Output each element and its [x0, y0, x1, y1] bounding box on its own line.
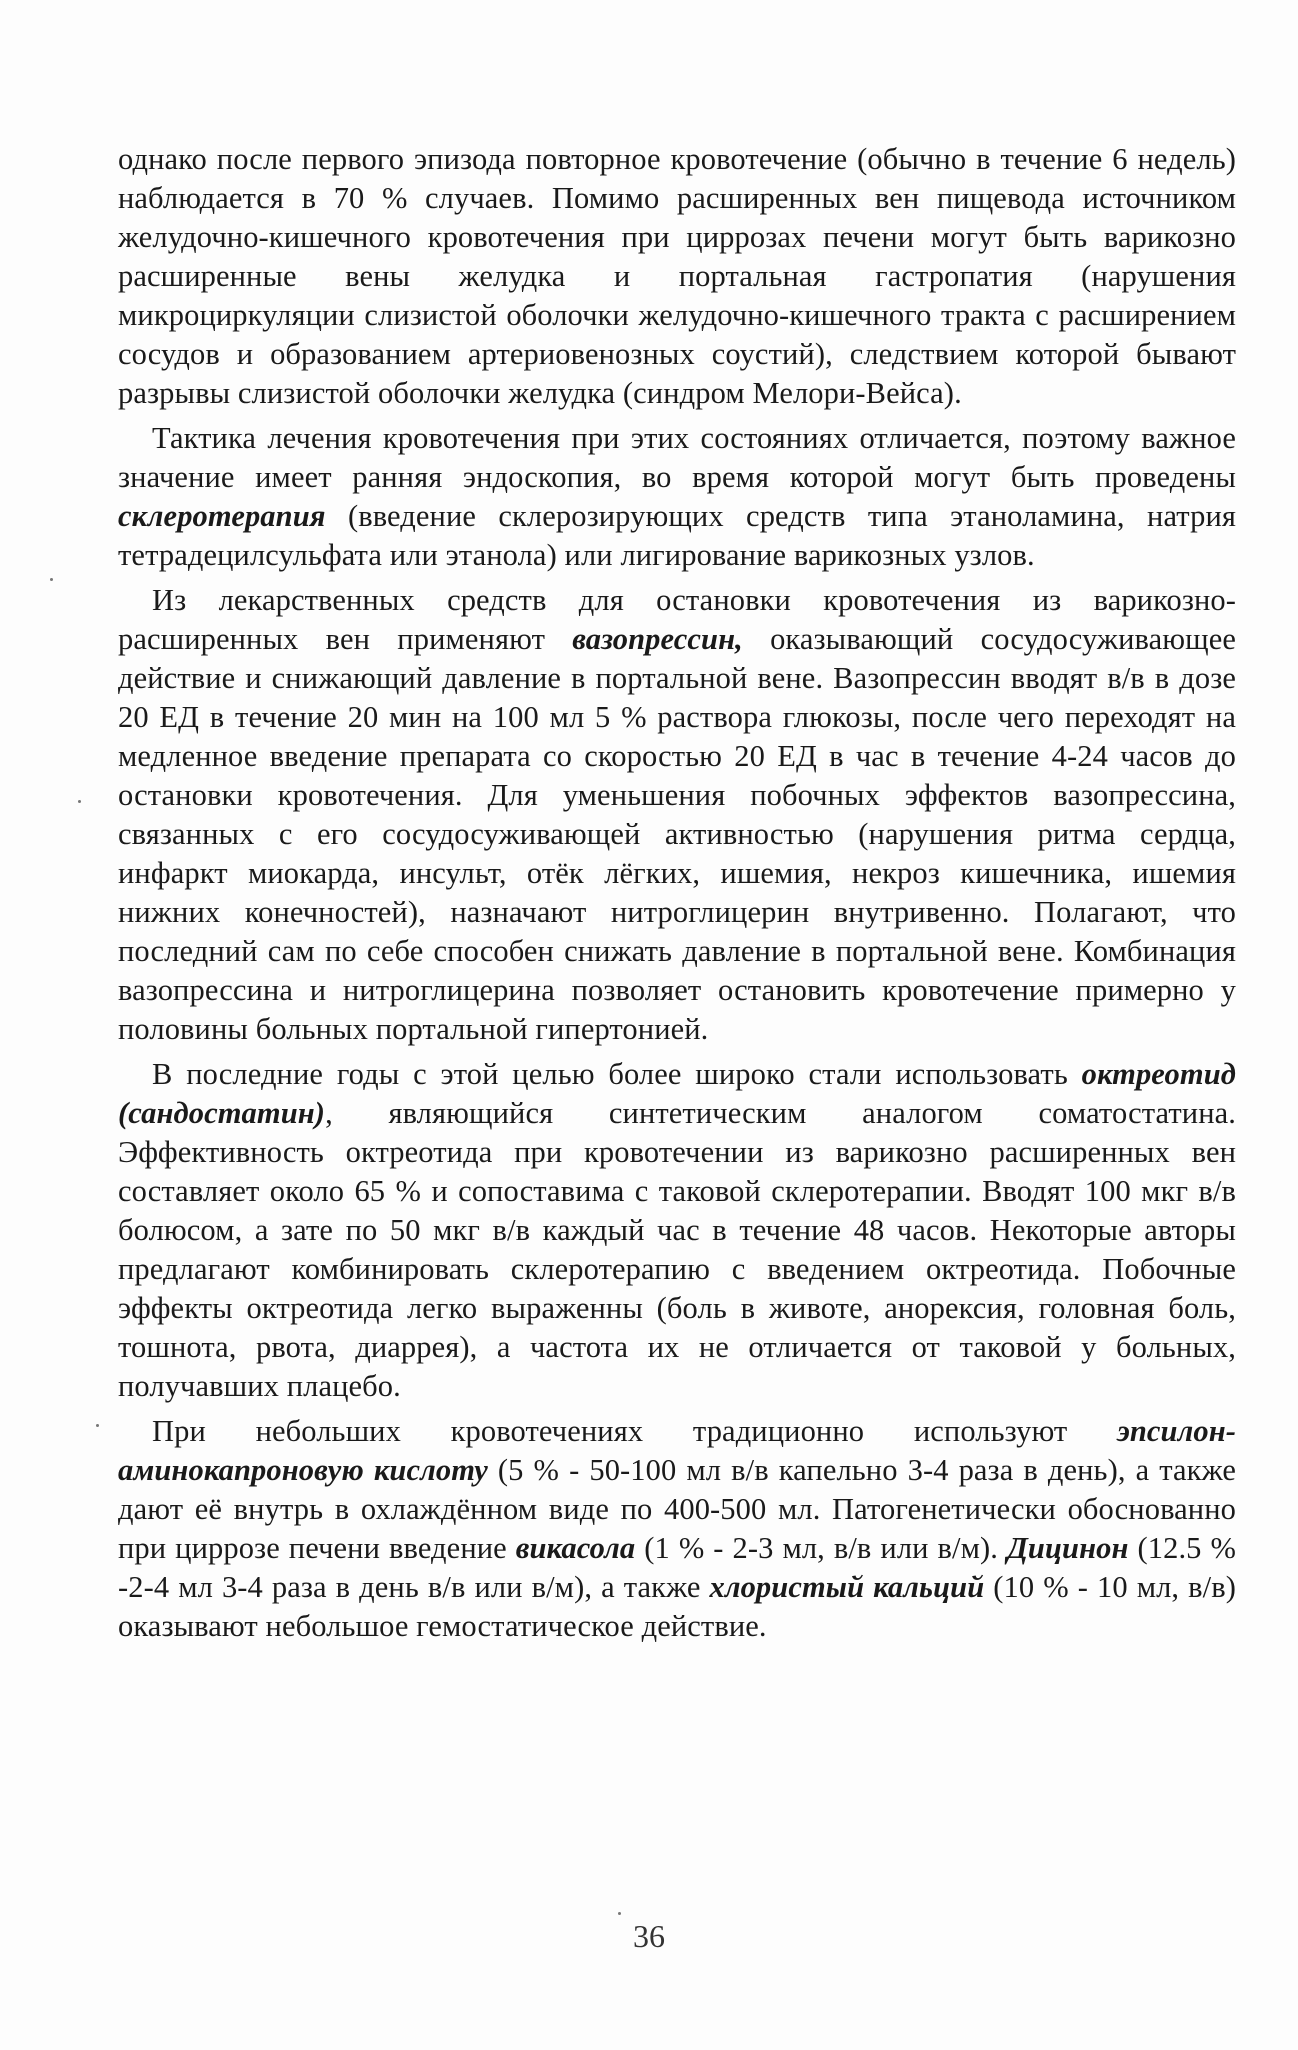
term-calcium-chloride: хлористый кальций — [709, 1570, 985, 1604]
scan-speck — [618, 1912, 621, 1915]
paragraph-5-text-4: (12.5 % -2-4 мл 3-4 раза в день в/в или в/м), а также — [118, 1531, 1236, 1604]
paragraph-4-text-1: В последние годы с этой целью более широко стали использовать — [152, 1057, 1082, 1091]
paragraph-5-text-5: (10 % - 10 мл, в/в) оказывают небольшое гемостатическое действие. — [118, 1570, 1236, 1643]
term-octreotide: октреотид (сандостатин) — [118, 1057, 1236, 1130]
scan-speck — [50, 578, 53, 581]
body-text — [118, 140, 1236, 1646]
scan-speck — [78, 800, 81, 803]
paragraph-5 — [118, 1412, 1236, 1646]
paragraph-5-text-3: (1 % - 2-3 мл, в/в или в/м). — [635, 1531, 1007, 1565]
paragraph-3-text-1: Из лекарственных средств для остановки кровотечения из варикозно-расширенных вен применяют — [118, 583, 1236, 656]
term-aminocaproic-acid: эпсилон-аминокапроновую кислоту — [118, 1414, 1236, 1487]
term-vasopressin: вазопрессин, — [572, 622, 743, 656]
term-dicynone: Дицинон — [1006, 1531, 1129, 1565]
paragraph-2-text-1: Тактика лечения кровотечения при этих состояниях отличается, поэтому важное значение имеет ранняя эндоскопия, во время которой могут быть проведены — [118, 421, 1236, 494]
paragraph-2-text-2: (введение склерозирующих средств типа этаноламина, натрия тетрадецилсульфата или этанола) или лигирование варикозных узлов. — [118, 499, 1236, 572]
paragraph-5-text-2: (5 % - 50-100 мл в/в капельно 3-4 раза в день), а также дают её внутрь в охлаждённом виде по 400-500 мл. Патогенетически обоснованно при циррозе печени введение — [118, 1453, 1236, 1565]
term-vikasol: викасола — [515, 1531, 636, 1565]
paragraph-1-text: однако после первого эпизода повторное кровотечение (обычно в течение 6 недель) наблюдается в 70 % случаев. Помимо расширенных вен пищевода источником желудочно-кишечного кровотечения при циррозах печени могут быть варикозно расширенные вены желудка и портальная гастропатия (нарушения микроциркуляции слизистой оболочки желудочно-кишечного тракта с расширением сосудов и образованием артериовенозных соустий), следствием которой бывают разрывы слизистой оболочки желудка (синдром Мелори-Вейса). — [118, 142, 1236, 410]
term-sclerotherapy: склеротерапия — [118, 499, 326, 533]
paragraph-2 — [118, 419, 1236, 575]
scan-speck — [96, 1424, 99, 1427]
paragraph-5-text-1: При небольших кровотечениях традиционно используют — [152, 1414, 1118, 1448]
paragraph-4 — [118, 1055, 1236, 1406]
paragraph-3 — [118, 581, 1236, 1049]
page-number: 36 — [633, 1918, 665, 1954]
paragraph-1 — [118, 140, 1236, 413]
paragraph-3-text-2: оказывающий сосудосуживающее действие и снижающий давление в портальной вене. Вазопрессин вводят в/в в дозе 20 ЕД в течение 20 мин на 100 мл 5 % раствора глюкозы, после чего переходят на медленное введение препарата со скоростью 20 ЕД в час в течение 4-24 часов до остановки кровотечения. Для уменьшения побочных эффектов вазопрессина, связанных с его сосудосуживающей активностью (нарушения ритма сердца, инфаркт миокарда, инсульт, отёк лёгких, ишемия, некроз кишечника, ишемия нижних конечностей), назначают нитроглицерин внутривенно. Полагают, что последний сам по себе способен снижать давление в портальной вене. Комбинация вазопрессина и нитроглицерина позволяет остановить кровотечение примерно у половины больных портальной гипертонией. — [118, 622, 1236, 1046]
paragraph-4-text-2: , являющийся синтетическим аналогом соматостатина. Эффективность октреотида при кровотечении из варикозно расширенных вен составляет около 65 % и сопоставима с таковой склеротерапии. Вводят 100 мкг в/в болюсом, а зате по 50 мкг в/в каждый час в течение 48 часов. Некоторые авторы предлагают комбинировать склеротерапию с введением октреотида. Побочные эффекты октреотида легко выраженны (боль в животе, анорексия, головная боль, тошнота, рвота, диаррея), а частота их не отличается от таковой у больных, получавших плацебо. — [118, 1096, 1236, 1403]
